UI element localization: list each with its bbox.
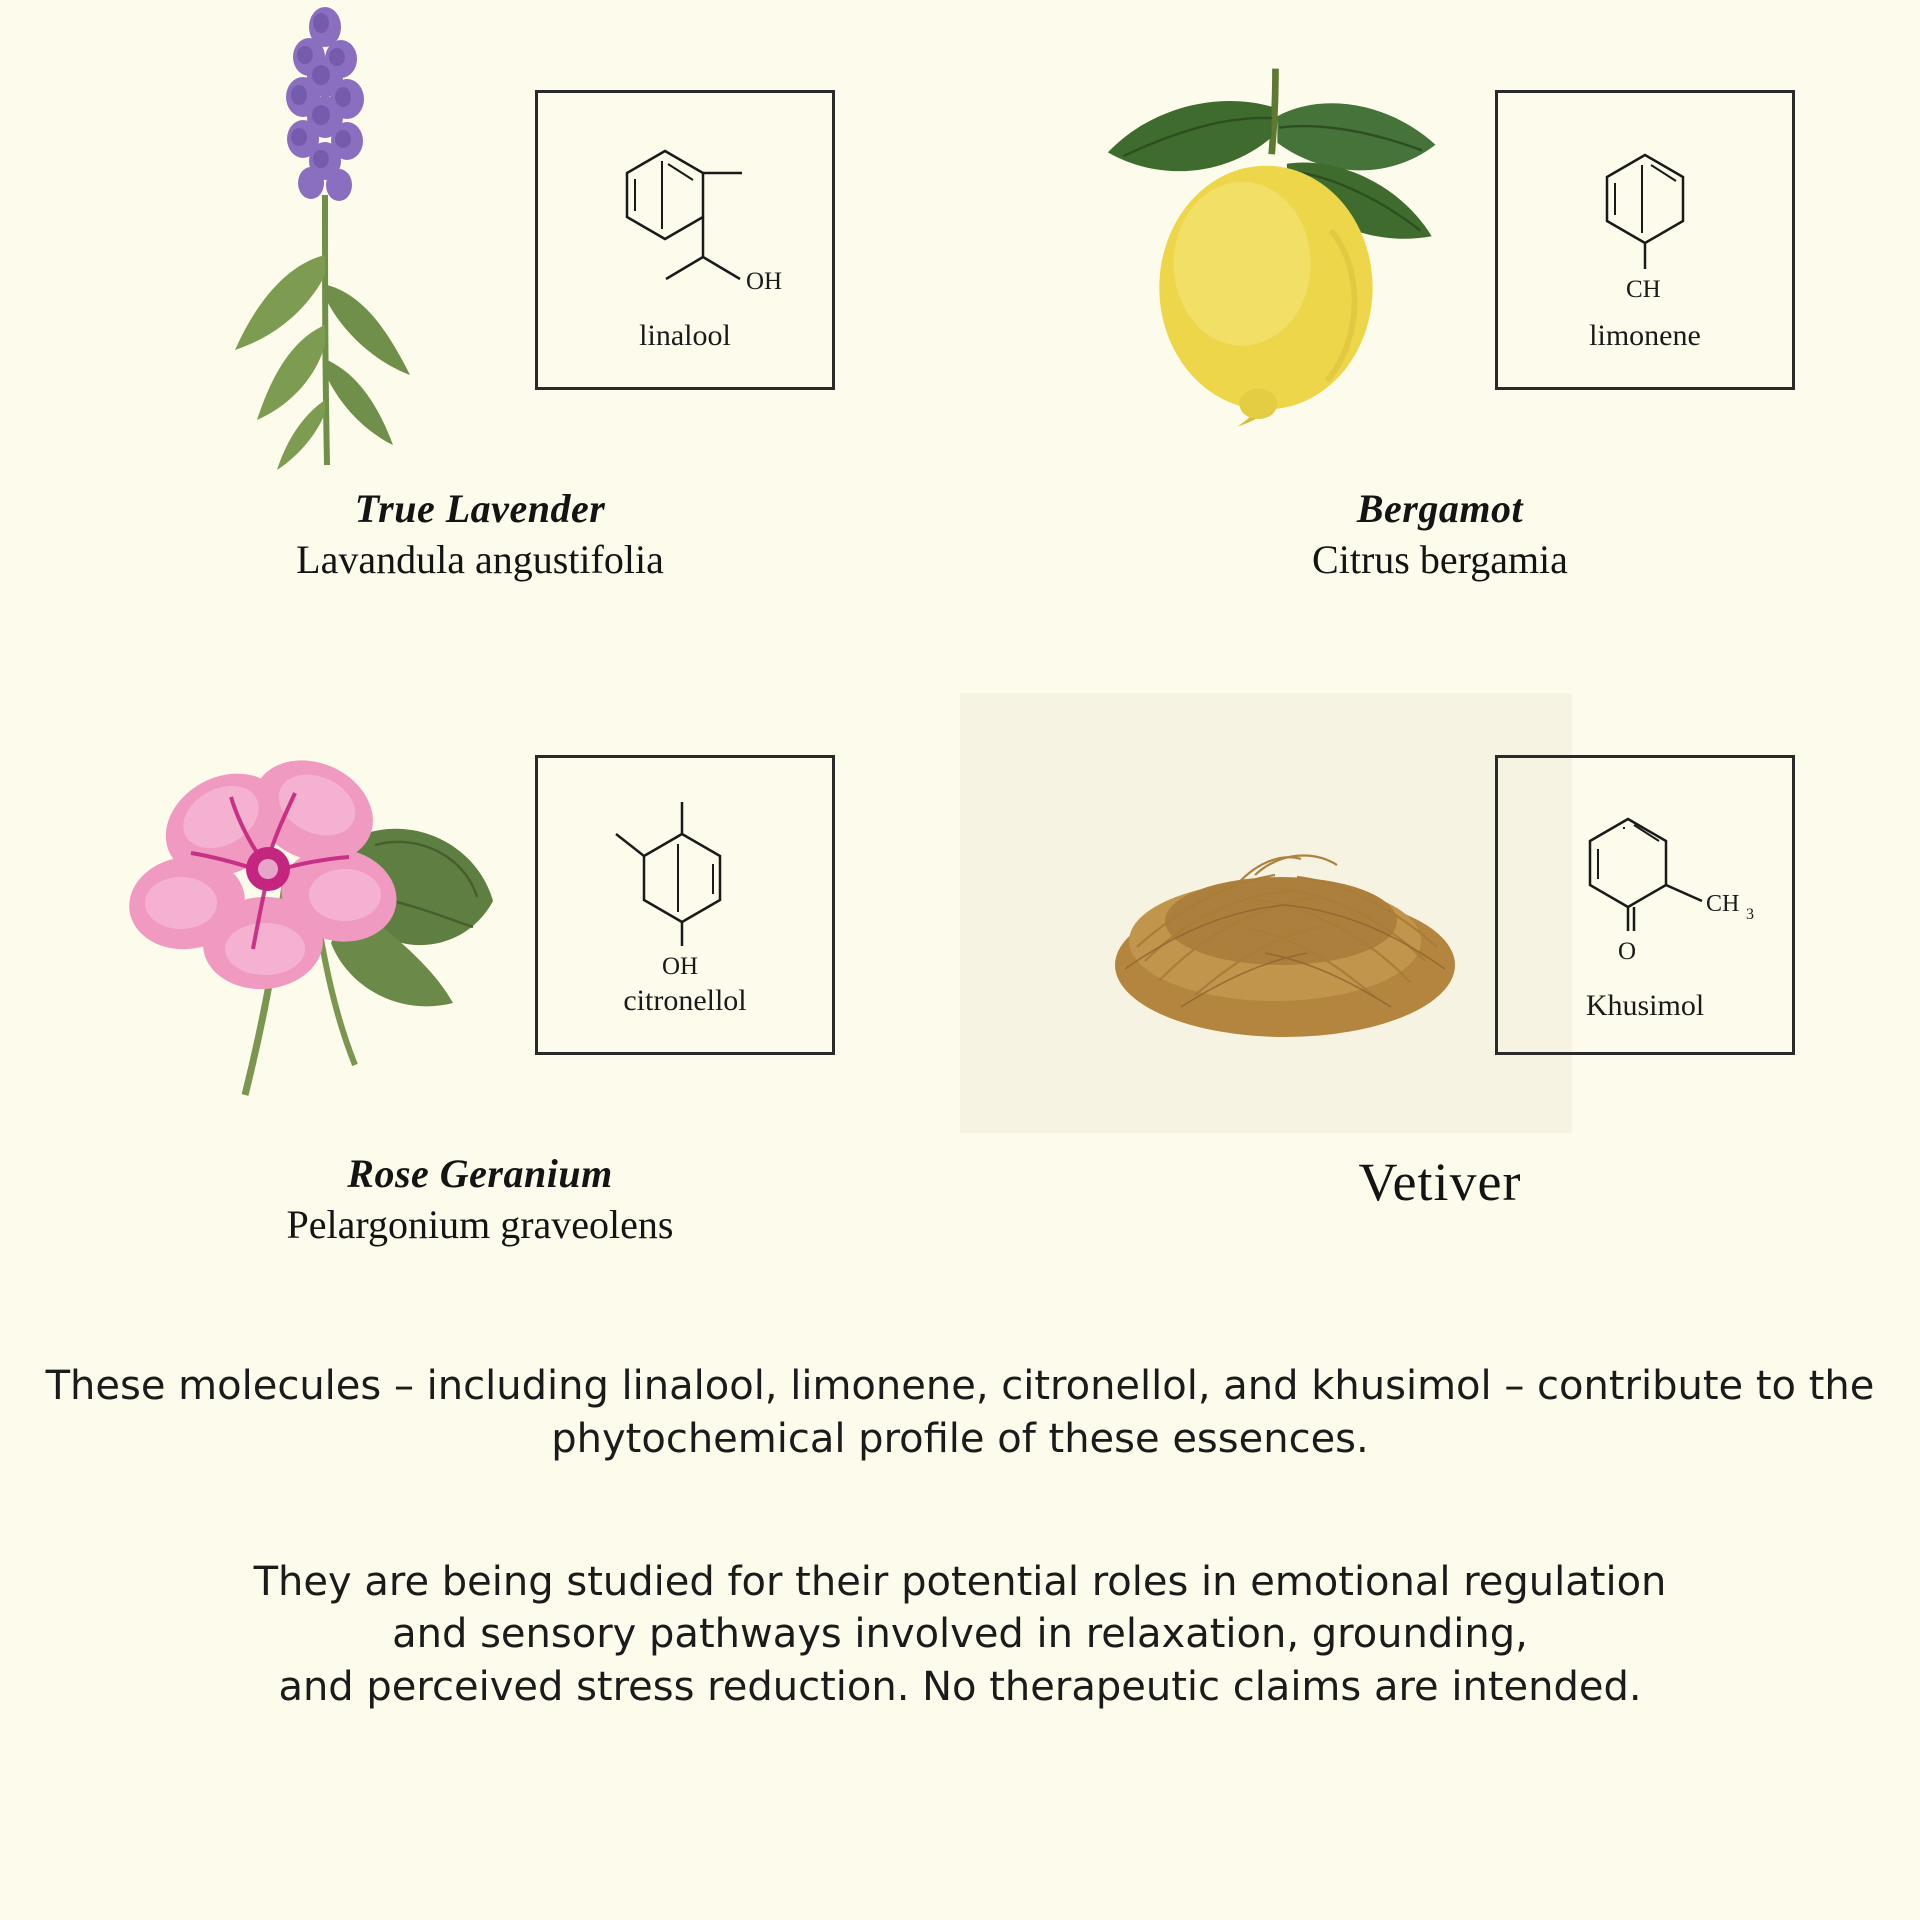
footer-paragraph-2-line-3: and perceived stress reduction. No therapeutic claims are intended.: [278, 1664, 1642, 1711]
latin-name: Pelargonium graveolens: [286, 1202, 674, 1247]
footer-text-block: [0, 1360, 1920, 1714]
svg-text:OH: OH: [746, 268, 783, 295]
svg-text:3: 3: [1746, 906, 1754, 923]
molecule-label-linalool: linalool: [639, 319, 731, 352]
common-name: Bergamot: [1356, 486, 1524, 531]
molecule-label-khusimol: Khusimol: [1585, 989, 1705, 1022]
caption-rose-geranium: [287, 1151, 674, 1249]
svg-text:CH: CH: [1626, 276, 1661, 303]
footer-paragraph-1: These molecules – including linalool, limonene, citronellol, and khusimol – contribute to the phytochemical profile of these essences.: [45, 1363, 1875, 1462]
card-rose-geranium: [0, 665, 960, 1330]
svg-text:O: O: [1618, 938, 1637, 965]
card-vetiver: [960, 665, 1920, 1330]
card-content-row: [960, 0, 1920, 480]
molecule-box-limonene: [1495, 90, 1795, 390]
svg-text:CH: CH: [1706, 891, 1740, 917]
card-content-row: [0, 0, 960, 480]
common-name: Rose Geranium: [347, 1151, 613, 1196]
molecule-label-citronellol: citronellol: [623, 984, 747, 1017]
geranium-illustration: [125, 670, 525, 1140]
common-name: Vetiver: [1358, 1152, 1522, 1212]
bergamot-illustration: [1085, 5, 1485, 475]
svg-text:OH: OH: [662, 953, 699, 980]
caption-vetiver: [1359, 1151, 1522, 1213]
caption-bergamot: [1312, 486, 1568, 584]
card-true-lavender: [0, 0, 960, 665]
vetiver-illustration: [1085, 670, 1485, 1140]
common-name: True Lavender: [354, 486, 606, 531]
card-content-row: [0, 665, 960, 1145]
footer-paragraph-2-line-2: and sensory pathways involved in relaxation, grounding,: [392, 1611, 1528, 1658]
molecule-label-limonene: limonene: [1589, 319, 1701, 352]
card-bergamot: [960, 0, 1920, 665]
latin-name: Lavandula angustifolia: [296, 537, 664, 582]
molecule-box-khusimol: [1495, 755, 1795, 1055]
card-content-row: [960, 665, 1920, 1145]
footer-paragraph-2-line-1: They are being studied for their potential roles in emotional regulation: [253, 1558, 1667, 1605]
lavender-illustration: [125, 5, 525, 475]
molecule-box-citronellol: [535, 755, 835, 1055]
molecule-box-linalool: [535, 90, 835, 390]
latin-name: Citrus bergamia: [1312, 537, 1568, 582]
caption-true-lavender: [296, 486, 664, 584]
